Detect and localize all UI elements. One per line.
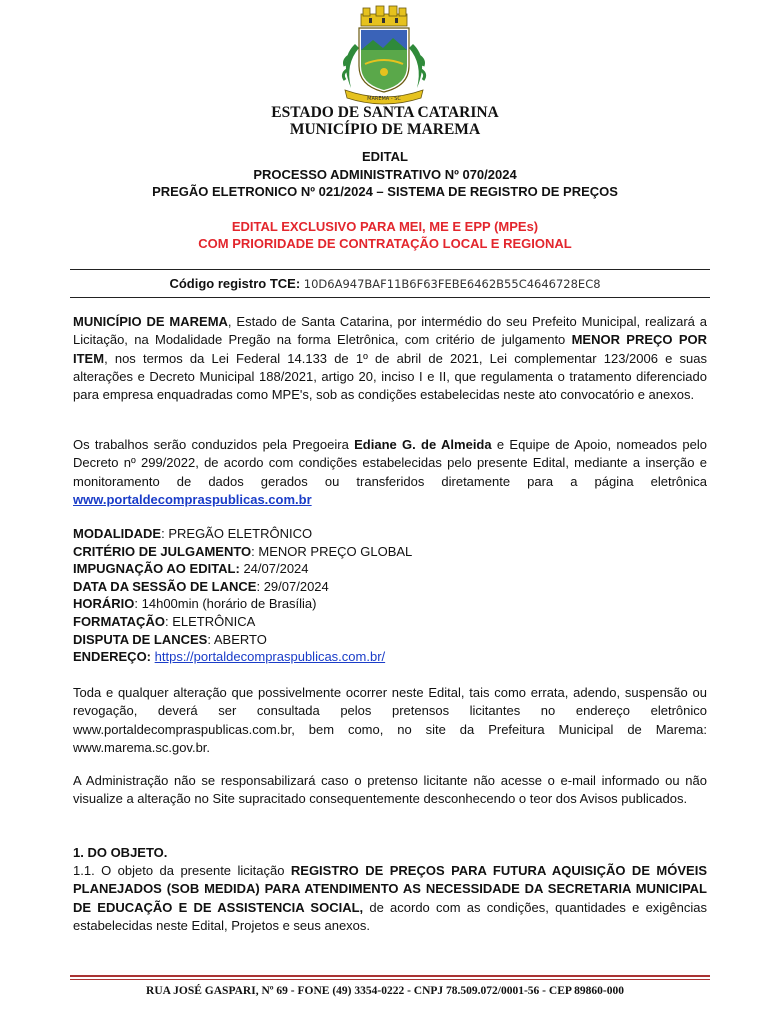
- divider-bottom: [70, 297, 710, 298]
- detail-separator: :: [207, 631, 214, 647]
- detail-value: 29/07/2024: [263, 578, 329, 594]
- detail-row: [73, 613, 707, 631]
- section-1-heading: [73, 844, 707, 862]
- detail-value: 24/07/2024: [243, 561, 309, 577]
- notice-paragraph-2: A Administração não se responsabilizará caso o pretenso licitante não acesse o e-mail informado ou não visualize a alteração no Site supracitado consequentemente desconhecendo o teor dos Avisos publicados.: [73, 773, 707, 807]
- detail-separator: :: [251, 543, 259, 559]
- detail-label: FORMATAÇÃO: [73, 613, 165, 629]
- detail-value: ELETRÔNICA: [172, 613, 256, 629]
- detail-label: MODALIDADE: [73, 526, 162, 541]
- detail-value: MENOR PREÇO GLOBAL: [258, 543, 413, 559]
- crest-crown: [361, 6, 407, 26]
- edital-details-list: [73, 525, 707, 666]
- detail-label: IMPUGNAÇÃO AO EDITAL:: [73, 561, 240, 577]
- crest-banner-text: MAREMA - SC: [367, 96, 401, 102]
- state-name: ESTADO DE SANTA CATARINA: [271, 104, 499, 121]
- municipality-bold: MUNICÍPIO DE MAREMA: [73, 314, 228, 329]
- intro2-text-2: e Equipe de Apoio, nomeados pelo Decreto nº 299/2022, de acordo com condições estabelecidas pelo presente Edital, mediante a inserção e monitoramento de dados gerados ou transferidos diretamente para a página eletrônica: [73, 437, 707, 489]
- tce-code: 10D6A947BAF11B6F63FEBE6462B55C4646728EC8: [303, 277, 601, 291]
- detail-separator: :: [164, 613, 173, 629]
- section-1-text-2: de acordo com as condições, quantidades e exigências estabelecidas neste Edital, Projetos e seus anexos.: [73, 899, 707, 933]
- detail-label: ENDEREÇO:: [73, 649, 152, 665]
- intro-paragraph-1: [73, 313, 707, 404]
- notice-paragraph-1: Toda e qualquer alteração que possivelmente ocorrer neste Edital, tais como errata, adendo, suspensão ou revogação, deverá ser consultada pelos pretensos licitantes no endereço eletrônico www.portaldecompraspublicas.com.br, bem como, no site da Prefeitura Municipal de Marema: www.marema.sc.gov.br.: [73, 685, 707, 755]
- section-1-text-1: 1.1. O objeto da presente licitação: [73, 863, 291, 878]
- exclusive-title-line1: EDITAL EXCLUSIVO PARA MEI, ME E EPP (MPEs): [231, 219, 539, 234]
- intro2-text-1: Os trabalhos serão conduzidos pela Pregoeira: [73, 437, 355, 452]
- detail-row: [73, 595, 707, 613]
- detail-value: 14h00min (horário de Brasília): [141, 596, 317, 612]
- detail-label: DATA DA SESSÃO DE LANCE: [73, 578, 257, 594]
- portal-link[interactable]: www.portaldecompraspublicas.com.br: [73, 491, 312, 507]
- detail-label: HORÁRIO: [73, 596, 135, 612]
- section-1-object: REGISTRO DE PREÇOS PARA FUTURA AQUISIÇÃO DE MÓVEIS PLANEJADOS (SOB MEDIDA) PARA ATENDIMENTO AS NECESSIDADE DA SECRETARIA MUNICIPAL DE EDUCAÇÃO E DE ASSISTENCIA SOCIAL,: [73, 863, 707, 915]
- divider-top: [70, 269, 710, 270]
- detail-separator: :: [134, 596, 142, 612]
- municipality-name: MUNICÍPIO DE MAREMA: [289, 121, 481, 138]
- tce-registration: Código registro TCE: 10D6A947BAF11B6F63FEBE6462B55C4646728EC8: [169, 276, 601, 291]
- tce-label: Código registro TCE: [169, 276, 296, 291]
- detail-separator: :: [256, 578, 264, 594]
- detail-value: ABERTO: [213, 631, 267, 647]
- section-1-title: 1. DO OBJETO.: [73, 845, 168, 860]
- exclusive-title-line2: COM PRIORIDADE DE CONTRATAÇÃO LOCAL E REGIONAL: [198, 236, 572, 251]
- address-link[interactable]: https://portaldecompraspublicas.com.br/: [154, 649, 386, 665]
- detail-row: [73, 543, 707, 561]
- intro-paragraph-2: [73, 436, 707, 509]
- pregao-title: PREGÃO ELETRONICO Nº 021/2024 – SISTEMA DE REGISTRO DE PREÇOS: [152, 184, 618, 199]
- section-1-paragraph: [73, 862, 707, 935]
- edital-title: EDITAL: [362, 149, 408, 164]
- footer-rule: [70, 975, 710, 977]
- detail-row: [73, 560, 707, 578]
- detail-label: CRITÉRIO DE JULGAMENTO: [73, 543, 252, 559]
- crest-right-branch: [409, 44, 422, 88]
- intro-text-1: , Estado de Santa Catarina, por intermédio do seu Prefeito Municipal, realizará a Licitação, na Modalidade Pregão na forma Eletrônica, com critério de julgamento: [73, 314, 707, 348]
- processo-title: PROCESSO ADMINISTRATIVO Nº 070/2024: [253, 167, 517, 182]
- footer-address: RUA JOSÉ GASPARI, Nº 69 - FONE (49) 3354-0222 - CNPJ 78.509.072/0001-56 - CEP 89860-000: [146, 985, 624, 997]
- detail-separator: :: [161, 526, 169, 541]
- detail-row: [73, 648, 707, 666]
- footer-rule-thin: [70, 979, 710, 980]
- detail-value: PREGÃO ELETRÔNICO: [168, 526, 313, 541]
- criterion-bold: MENOR PREÇO POR ITEM: [73, 332, 707, 366]
- crest-left-branch: [346, 44, 359, 88]
- detail-row: [73, 525, 707, 543]
- municipal-crest-logo: [325, 4, 443, 106]
- detail-label: DISPUTA DE LANCES: [73, 631, 208, 647]
- detail-row: [73, 631, 707, 649]
- pregoeira-name: Ediane G. de Almeida: [354, 437, 492, 452]
- detail-row: [73, 578, 707, 596]
- intro-text-2: , nos termos da Lei Federal 14.133 de 1º de abril de 2021, Lei complementar 123/2006 e suas alterações e Decreto Municipal 188/2021, artigo 20, inciso I e II, que regulamenta o tratamento diferenciado para empresa enquadradas como MPE's, sob as condições estabelecidas neste ato convocatório e anexos.: [73, 350, 707, 403]
